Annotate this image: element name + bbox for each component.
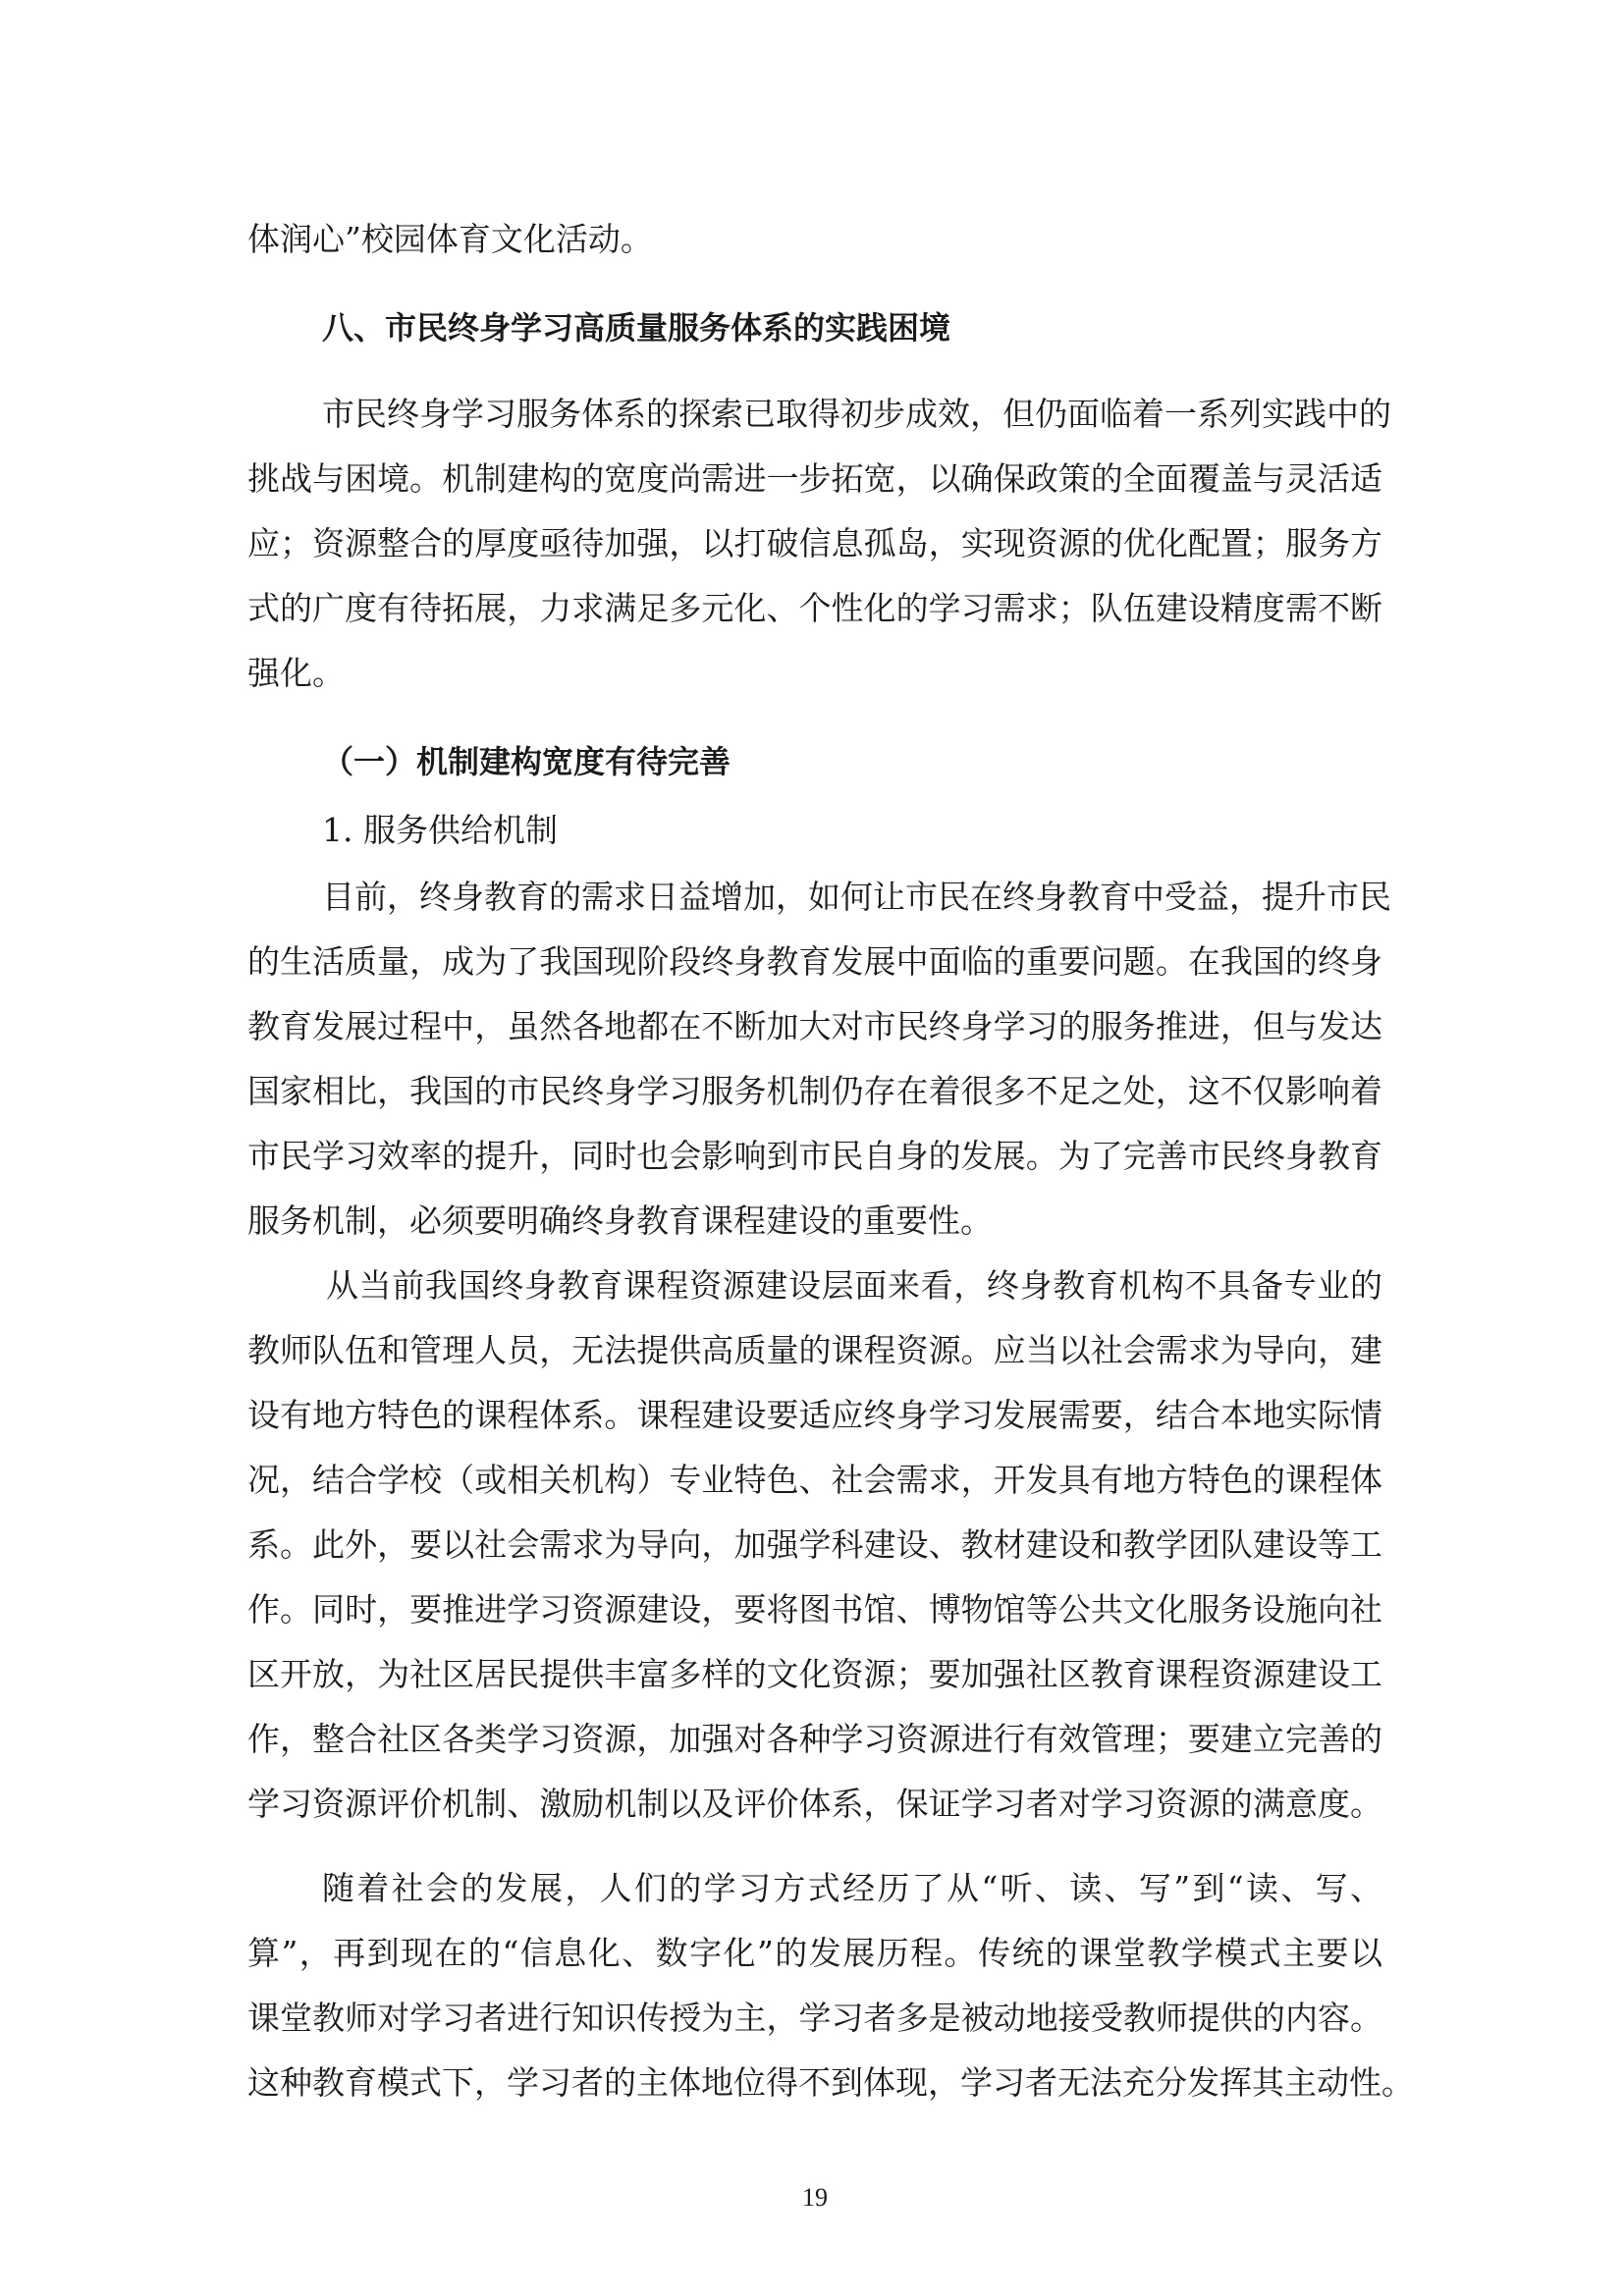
paragraph-line: 作，整合社区各类学习资源，加强对各种学习资源进行有效管理；要建立完善的 (247, 1720, 1382, 1758)
paragraph-line: 市民终身学习服务体系的探索已取得初步成效，但仍面临着一系列实践中的 (322, 395, 1391, 433)
paragraph-line: 课堂教师对学习者进行知识传授为主，学习者多是被动地接受教师提供的内容。 (247, 1999, 1382, 2037)
paragraph-line: 作。同时，要推进学习资源建设，要将图书馆、博物馆等公共文化服务设施向社 (247, 1590, 1382, 1629)
paragraph-line: 式的广度有待拓展，力求满足多元化、个性化的学习需求；队伍建设精度需不断 (247, 589, 1382, 627)
document-page (247, 0, 1414, 2296)
paragraph-line: 随着社会的发展，人们的学习方式经历了从“听、读、写”到“读、写、 (322, 1869, 1382, 1907)
subsection-heading: （一）机制建构宽度有待完善 (322, 743, 731, 780)
paragraph-line: 这种教育模式下，学习者的主体地位得不到体现，学习者无法充分发挥其主动性。 (247, 2063, 1414, 2102)
paragraph-line: 应；资源整合的厚度亟待加强，以打破信息孤岛，实现资源的优化配置；服务方 (247, 524, 1382, 562)
paragraph-line: 学习资源评价机制、激励机制以及评价体系，保证学习者对学习资源的满意度。 (247, 1785, 1382, 1823)
paragraph-line: 挑战与困境。机制建构的宽度尚需进一步拓宽，以确保政策的全面覆盖与灵活适 (247, 459, 1382, 498)
paragraph-line: 市民学习效率的提升，同时也会影响到市民自身的发展。为了完善市民终身教育 (247, 1137, 1382, 1175)
paragraph-line: 教育发展过程中，虽然各地都在不断加大对市民终身学习的服务推进，但与发达 (247, 1007, 1382, 1045)
item-title: 1. 服务供给机制 (322, 811, 558, 849)
paragraph-line: 况，结合学校（或相关机构）专业特色、社会需求，开发具有地方特色的课程体 (247, 1461, 1382, 1499)
paragraph-line: 强化。 (247, 654, 345, 692)
paragraph-line: 设有地方特色的课程体系。课程建设要适应终身学习发展需要，结合本地实际情 (247, 1396, 1382, 1434)
paragraph-line: 服务机制，必须要明确终身教育课程建设的重要性。 (247, 1201, 993, 1240)
paragraph-line: 的生活质量，成为了我国现阶段终身教育发展中面临的重要问题。在我国的终身 (247, 942, 1382, 981)
paragraph-line: 区开放，为社区居民提供丰富多样的文化资源；要加强社区教育课程资源建设工 (247, 1655, 1382, 1693)
paragraph-line: 算”，再到现在的“信息化、数字化”的发展历程。传统的课堂教学模式主要以 (247, 1934, 1382, 1972)
paragraph-line: 系。此外，要以社会需求为导向，加强学科建设、教材建设和教学团队建设等工 (247, 1525, 1382, 1564)
intro-line: 体润心”校园体育文化活动。 (247, 220, 653, 258)
page-number: 19 (802, 2183, 828, 2212)
paragraph-line: 目前，终身教育的需求日益增加，如何让市民在终身教育中受益，提升市民 (322, 878, 1391, 916)
section-heading: 八、市民终身学习高质量服务体系的实践困境 (322, 309, 951, 347)
paragraph-line: 国家相比，我国的市民终身学习服务机制仍存在着很多不足之处，这不仅影响着 (247, 1072, 1382, 1110)
paragraph-line: 教师队伍和管理人员，无法提供高质量的课程资源。应当以社会需求为导向，建 (247, 1331, 1382, 1369)
paragraph-line: 从当前我国终身教育课程资源建设层面来看，终身教育机构不具备专业的 (326, 1266, 1382, 1305)
